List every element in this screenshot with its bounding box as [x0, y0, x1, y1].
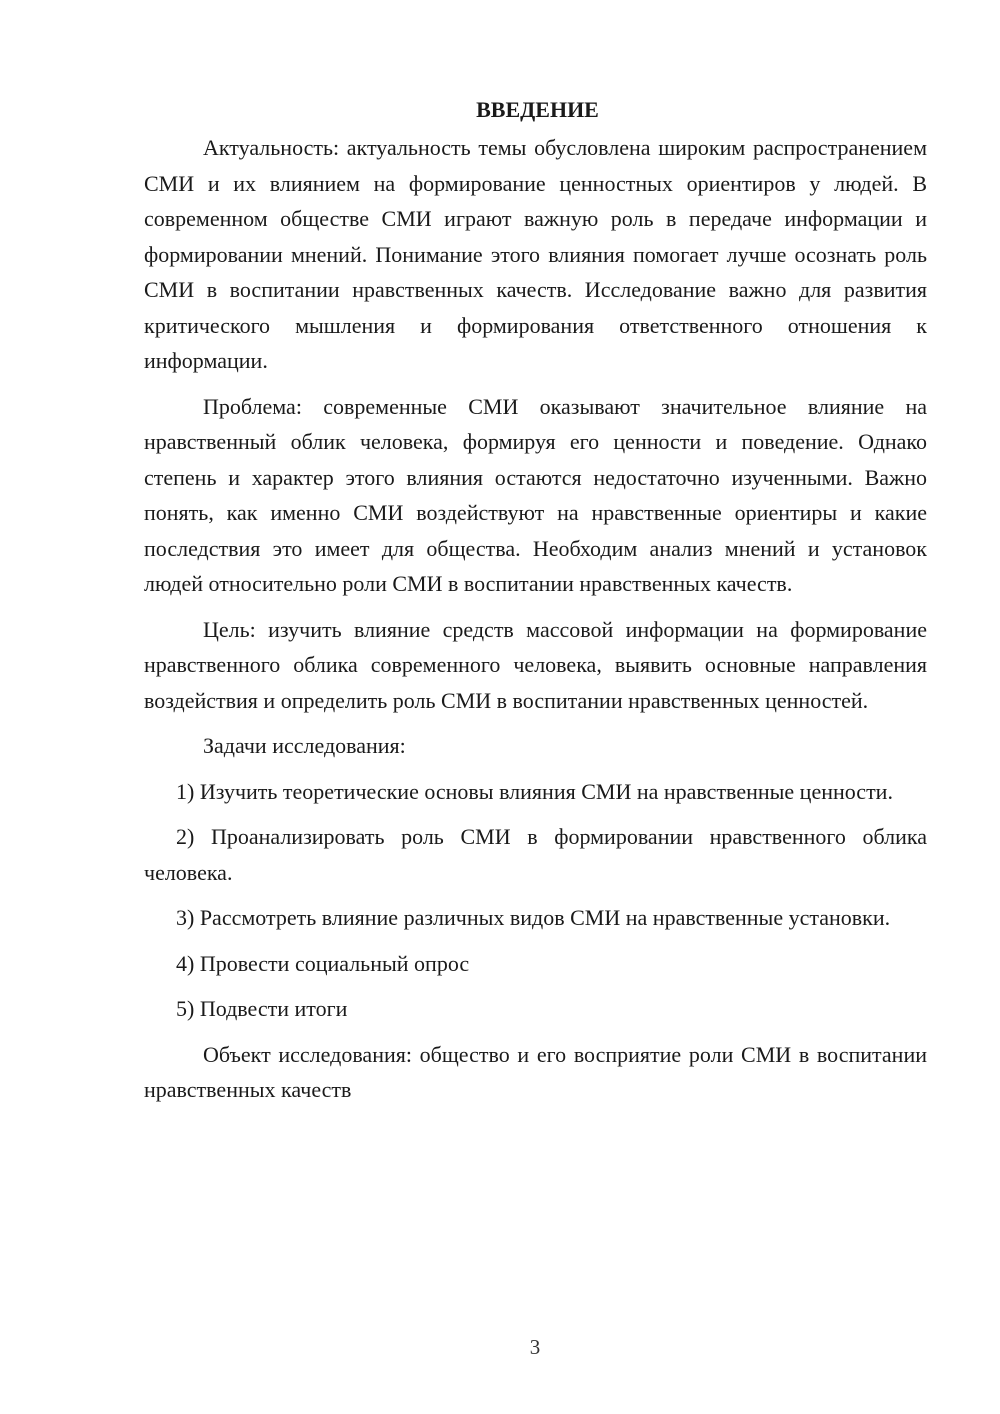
goal-paragraph: Цель: изучить влияние средств массовой информации на формирование нравственного облика современного человека, выявить основные направления воздействия и определить роль СМИ в воспитании нравственных ценностей.: [144, 616, 927, 713]
tasks-title: Задачи исследования:: [203, 733, 406, 758]
task-item-5: 5) Подвести итоги: [176, 996, 348, 1021]
document-page: [144, 92, 927, 1118]
problem-paragraph: Проблема: современные СМИ оказывают значительное влияние на нравственный облик человека, формируя его ценности и поведение. Однако степень и характер этого влияния остаются недостаточно изученными. Важно понять, как именно СМИ воздействуют на нравственные ориентиры и какие последствия это имеет для общества. Необходим анализ мнений и установок людей относительно роли СМИ в воспитании нравственных качеств.: [144, 393, 927, 596]
task-item-1: 1) Изучить теоретические основы влияния СМИ на нравственные ценности.: [176, 778, 893, 804]
object-paragraph: Объект исследования: общество и его восприятие роли СМИ в воспитании нравственных качеств: [144, 1041, 927, 1102]
relevance-paragraph: Актуальность: актуальность темы обусловлена широким распространением СМИ и их влиянием на формирование ценностных ориентиров у людей. В современном обществе СМИ играют важную роль в передаче информации и формировании мнений. Понимание этого влияния помогает лучше осознать роль СМИ в воспитании нравственных качеств. Исследование важно для развития критического мышления и формирования ответственного отношения к информации.: [144, 135, 927, 373]
task-item-2: 2) Проанализировать роль СМИ в формировании нравственного облика человека.: [144, 824, 927, 885]
section-heading: ВВЕДЕНИЕ: [476, 97, 599, 122]
page-number: 3: [529, 1335, 541, 1359]
task-item-4: 4) Провести социальный опрос: [176, 950, 470, 976]
task-item-3: 3) Рассмотреть влияние различных видов СМИ на нравственные установки.: [176, 905, 891, 930]
